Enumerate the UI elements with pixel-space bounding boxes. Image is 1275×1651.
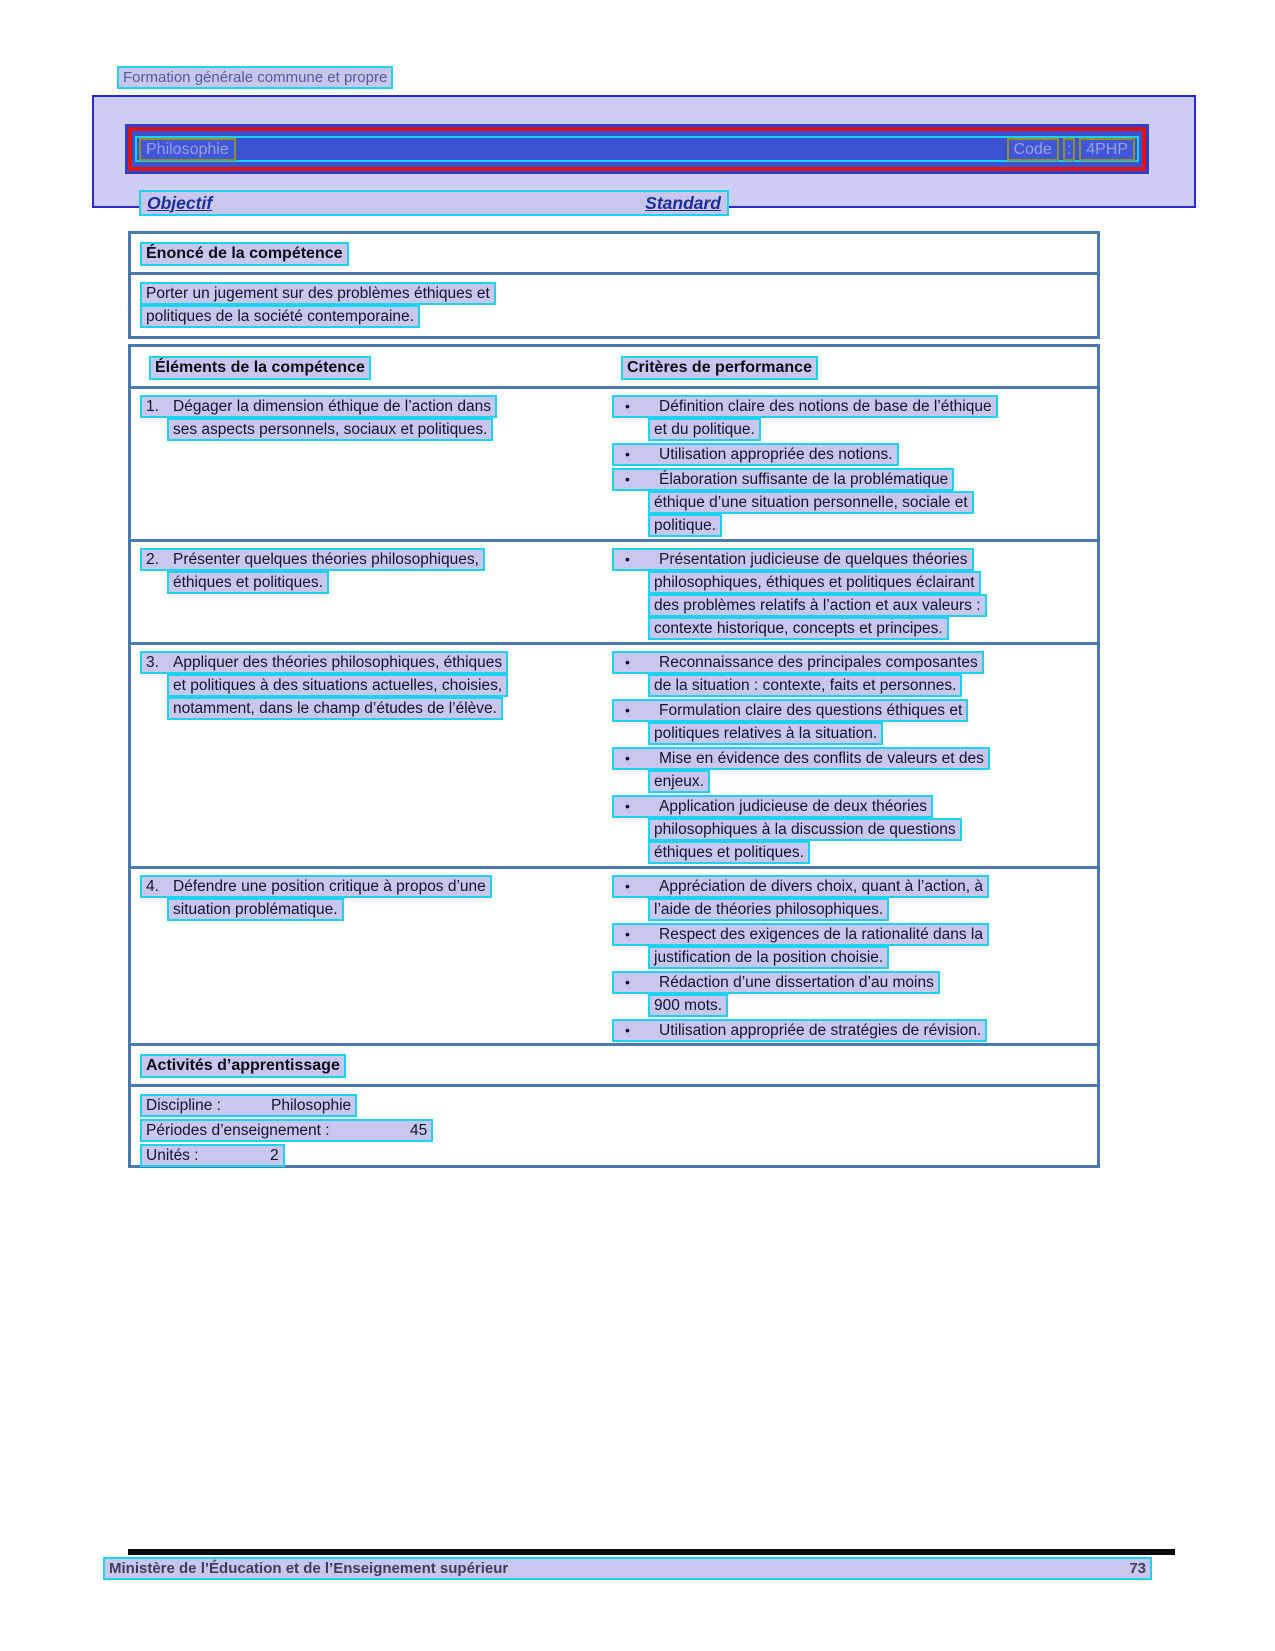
criteria-item: [612, 699, 1097, 745]
course-title-bar: [128, 127, 1146, 171]
criteria-line: et du politique.: [648, 418, 761, 441]
criteria-line: • Utilisation appropriée des notions.: [612, 443, 899, 466]
item-number: 2.: [146, 551, 159, 568]
objectif-standard-row: [139, 190, 729, 216]
item-number: 4.: [146, 878, 159, 895]
element-line: 1. Dégager la dimension éthique de l’action dans: [140, 395, 497, 418]
criteria-line: politique.: [648, 514, 722, 537]
enonce-panel-body: [131, 275, 1097, 336]
bullet-icon: [618, 653, 659, 672]
element-cell: [131, 548, 612, 642]
item-number: 3.: [146, 654, 159, 671]
bullet-icon: [618, 550, 659, 569]
criteria-line: • Rédaction d’une dissertation d’au moins: [612, 971, 940, 994]
code-label: Code: [1007, 138, 1059, 161]
criteria-line: contexte historique, concepts et principes.: [648, 617, 949, 640]
element-line: éthiques et politiques.: [167, 571, 329, 594]
bullet-icon: [618, 797, 659, 816]
footer: [103, 1557, 1152, 1580]
criteria-line: philosophiques à la discussion de questions: [648, 818, 962, 841]
periodes-line: [140, 1119, 433, 1142]
bullet-icon: [618, 470, 659, 489]
discipline-title: Philosophie: [139, 138, 236, 161]
bullet-icon: [618, 445, 659, 464]
periodes-label: Périodes d’enseignement :: [146, 1122, 330, 1139]
element-line: 4. Défendre une position critique à propos d’une: [140, 875, 492, 898]
criteria-item: [612, 971, 1097, 1017]
enonce-line: politiques de la société contemporaine.: [140, 305, 420, 328]
table-row: [131, 866, 1097, 1044]
criteria-line: • Présentation judicieuse de quelques théories: [612, 548, 974, 571]
criteria-item: [612, 395, 1097, 441]
criteria-line: de la situation : contexte, faits et personnes.: [648, 674, 962, 697]
unites-value: 2: [270, 1147, 279, 1164]
bullet-icon: [618, 925, 659, 944]
code-value: 4PHP: [1079, 138, 1135, 161]
unites-label: Unités :: [146, 1147, 199, 1164]
element-line: et politiques à des situations actuelles, choisies,: [167, 674, 508, 697]
item-number: 1.: [146, 398, 159, 415]
criteria-line: justification de la position choisie.: [648, 946, 889, 969]
enonce-panel-head: [131, 234, 1097, 275]
standard-heading: Standard: [645, 192, 721, 213]
unites-line: [140, 1144, 285, 1167]
criteria-line: philosophiques, éthiques et politiques éclairant: [648, 571, 981, 594]
criteria-cell: [612, 395, 1097, 539]
periodes-value: 45: [410, 1122, 428, 1139]
table-row: [131, 389, 1097, 539]
enonce-title: Énoncé de la compétence: [140, 242, 349, 266]
bullet-icon: [618, 1021, 659, 1040]
activites-title: Activités d’apprentissage: [140, 1054, 346, 1078]
criteria-line: • Reconnaissance des principales composantes: [612, 651, 984, 674]
criteria-line: l’aide de théories philosophiques.: [648, 898, 889, 921]
element-line: 2. Présenter quelques théories philosophiques,: [140, 548, 485, 571]
course-code: [1007, 138, 1136, 161]
criteria-item: [612, 795, 1097, 864]
criteria-cell: [612, 875, 1097, 1044]
criteria-cell: [612, 548, 1097, 642]
criteria-item: [612, 923, 1097, 969]
criteria-item: [612, 548, 1097, 640]
table-header-row: [131, 347, 1097, 389]
discipline-value: Philosophie: [271, 1097, 352, 1114]
right-column-header: Critères de performance: [621, 356, 818, 380]
criteria-item: [612, 747, 1097, 793]
criteria-line: des problèmes relatifs à l’action et aux valeurs :: [648, 594, 987, 617]
bullet-icon: [618, 701, 659, 720]
activites-row: [140, 1094, 1097, 1117]
criteria-line: 900 mots.: [648, 994, 728, 1017]
criteria-line: politiques relatives à la situation.: [648, 722, 883, 745]
element-cell: [131, 875, 612, 1044]
criteria-line: • Mise en évidence des conflits de valeurs et des: [612, 747, 990, 770]
criteria-line: éthiques et politiques.: [648, 841, 810, 864]
criteria-item: [612, 651, 1097, 697]
footer-page-number: 73: [1129, 1560, 1146, 1577]
criteria-line: éthique d’une situation personnelle, sociale et: [648, 491, 974, 514]
left-column-header: Éléments de la compétence: [149, 356, 371, 380]
enonce-panel: [128, 231, 1100, 339]
criteria-line: • Élaboration suffisante de la problématique: [612, 468, 954, 491]
criteria-line: • Appréciation de divers choix, quant à l’action, à: [612, 875, 989, 898]
element-line: 3. Appliquer des théories philosophiques, éthiques: [140, 651, 508, 674]
bullet-icon: [618, 973, 659, 992]
criteria-cell: [612, 651, 1097, 866]
criteria-item: [612, 1019, 1097, 1042]
activites-row: [140, 1119, 1097, 1142]
header-box: [92, 95, 1196, 213]
criteria-line: • Formulation claire des questions éthiques et: [612, 699, 968, 722]
objectif-heading: Objectif: [147, 192, 213, 213]
element-cell: [131, 651, 612, 866]
footer-ministry: Ministère de l’Éducation et de l’Enseignement supérieur: [109, 1560, 509, 1577]
bullet-icon: [618, 397, 659, 416]
element-line: situation problématique.: [167, 898, 344, 921]
element-line: notamment, dans le champ d’études de l’élève.: [167, 697, 503, 720]
discipline-line: [140, 1094, 357, 1117]
criteria-line: • Définition claire des notions de base de l’éthique: [612, 395, 998, 418]
footer-rule: [128, 1549, 1175, 1555]
criteria-line: • Respect des exigences de la rationalité dans la: [612, 923, 989, 946]
activites-row: [140, 1144, 1097, 1167]
element-cell: [131, 395, 612, 539]
code-separator: :: [1063, 138, 1075, 161]
criteria-item: [612, 875, 1097, 921]
discipline-label: Discipline :: [146, 1097, 221, 1114]
criteria-item: [612, 468, 1097, 537]
enonce-line: Porter un jugement sur des problèmes éthiques et: [140, 282, 496, 305]
table-row: [131, 642, 1097, 866]
section-label: Formation générale commune et propre: [117, 66, 393, 89]
bullet-icon: [618, 877, 659, 896]
criteria-line: • Application judicieuse de deux théories: [612, 795, 933, 818]
element-line: ses aspects personnels, sociaux et politiques.: [167, 418, 493, 441]
bullet-icon: [618, 749, 659, 768]
table-row: [131, 539, 1097, 642]
criteria-item: [612, 443, 1097, 466]
title-bar-linebox: [135, 136, 1139, 162]
criteria-line: enjeux.: [648, 770, 710, 793]
activites-panel: [128, 1043, 1100, 1168]
activites-panel-head: [131, 1046, 1097, 1087]
criteria-line: • Utilisation appropriée de stratégies de révision.: [612, 1019, 987, 1042]
activites-panel-body: [131, 1087, 1097, 1177]
competence-table-panel: [128, 344, 1100, 1047]
